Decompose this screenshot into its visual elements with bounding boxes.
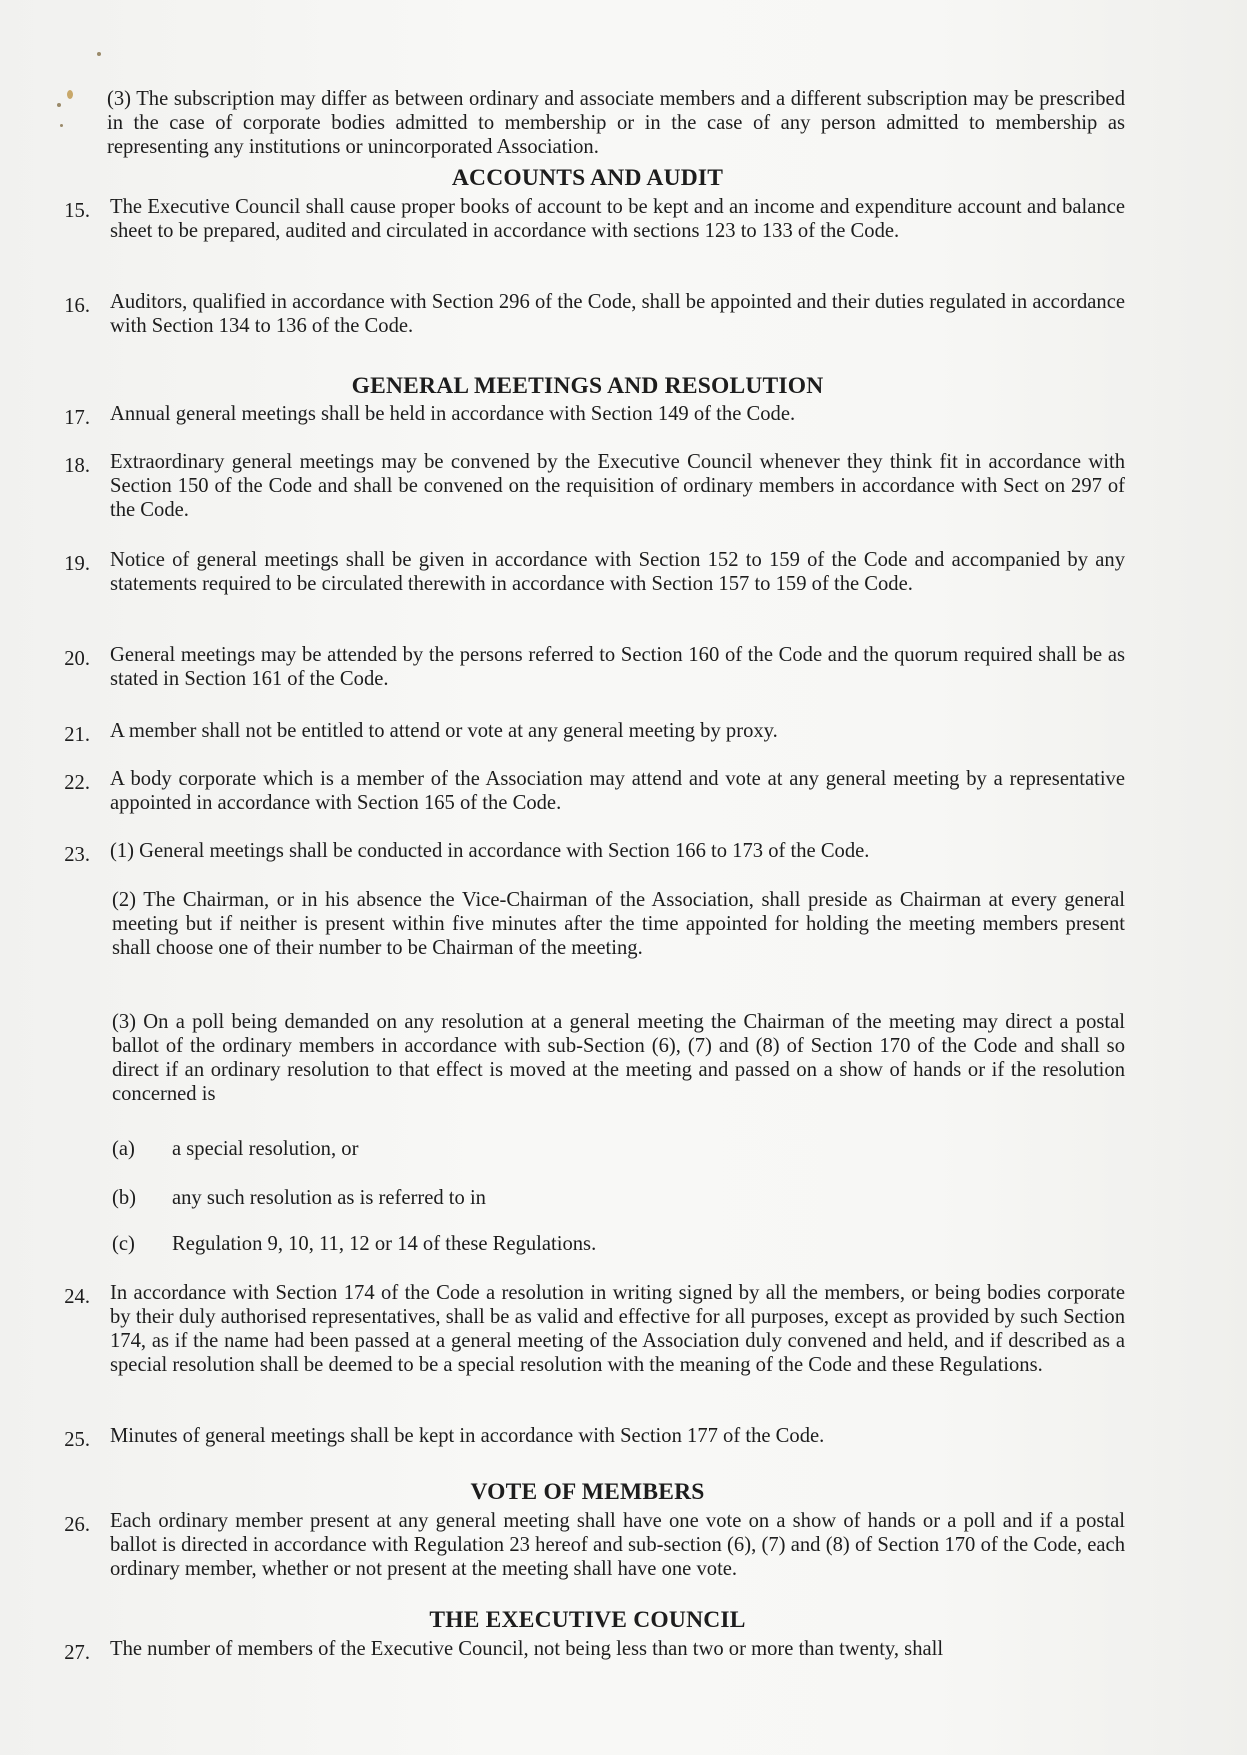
clause-number: 18. <box>64 455 90 477</box>
clause-number: 21. <box>64 724 90 746</box>
clause-13-subsection-3: (3) The subscription may differ as between ordinary and associate members and a different subscription may be prescribed in the case of corporate bodies admitted to membership or in the case of any person admitted to membership as representing any institutions or unincorporated Association. <box>107 88 1125 158</box>
clause-23-subsection-2: (2) The Chairman, or in his absence the Vice-Chairman of the Association, shall preside as Chairman at every general meeting but if neither is present within five minutes after the time appointed for holding the meeting members present shall choose one of their number to be Chairman of the meeting. <box>112 889 1125 959</box>
clause-text: The Executive Council shall cause proper books of account to be kept and an income and expenditure account and balance sheet to be prepared, audited and circulated in accordance with sections 123 to 133 of the Code. <box>110 196 1125 242</box>
heading-vote-of-members: VOTE OF MEMBERS <box>470 1479 705 1505</box>
heading-the-executive-council: THE EXECUTIVE COUNCIL <box>429 1607 746 1633</box>
clause-number: 19. <box>64 553 90 575</box>
clause-23-subsection-3: (3) On a poll being demanded on any resolution at a general meeting the Chairman of the meeting may direct a postal ballot of the ordinary members in accordance with sub-Section (6), (7) and (8) of Section 170 of the Code and shall so direct if an ordinary resolution to that effect is moved at the meeting and passed on a show of hands or if the resolution concerned is <box>112 1011 1125 1105</box>
clause-text: Auditors, qualified in accordance with Section 296 of the Code, shall be appointed and their duties regulated in accordance with Section 134 to 136 of the Code. <box>110 291 1125 337</box>
clause-text: In accordance with Section 174 of the Code a resolution in writing signed by all the members, or being bodies corporate by their duly authorised representatives, shall be as valid and effective for all purposes, except as provided by such Section 174, as if the name had been passed at a general meeting of the Association duly convened and held, and if described as a special resolution shall be deemed to be a special resolution with the meaning of the Code and these Regulations. <box>110 1282 1125 1376</box>
clause-text: Extraordinary general meetings may be convened by the Executive Council whenever they think fit in accordance with Section 150 of the Code and shall be convened on the requisition of ordinary members in accordance with Sect on 297 of the Code. <box>110 451 1125 521</box>
item-label: (a) <box>112 1138 135 1160</box>
scan-speck <box>97 52 101 56</box>
item-text: any such resolution as is referred to in <box>172 1187 486 1209</box>
clause-text: (1) General meetings shall be conducted in accordance with Section 166 to 173 of the Code. <box>110 840 870 862</box>
clause-text: Notice of general meetings shall be given in accordance with Section 152 to 159 of the Code and accompanied by any statements required to be circulated therewith in accordance with Section 157 to 159 of the Code. <box>110 549 1125 595</box>
item-text: Regulation 9, 10, 11, 12 or 14 of these Regulations. <box>172 1233 597 1255</box>
clause-23-item-a <box>112 1138 358 1161</box>
clause-number: 25. <box>64 1429 90 1451</box>
item-label: (b) <box>112 1187 137 1209</box>
clause-text: The number of members of the Executive Council, not being less than two or more than twenty, shall <box>110 1638 944 1660</box>
clause-number: 23. <box>64 844 90 866</box>
clause-number: 20. <box>64 648 90 670</box>
clause-23-item-c <box>112 1233 596 1256</box>
clause-number: 22. <box>64 772 90 794</box>
clause-text: Annual general meetings shall be held in accordance with Section 149 of the Code. <box>110 403 796 425</box>
clause-text: Each ordinary member present at any general meeting shall have one vote on a show of hands or a poll and if a postal ballot is directed in accordance with Regulation 23 hereof and sub-section (6), (7) and (8) of Section 170 of the Code, each ordinary member, whether or not present at the meeting shall have one vote. <box>110 1510 1125 1580</box>
clause-number: 26. <box>64 1514 90 1536</box>
clause-number: 16. <box>64 295 90 317</box>
clause-text: A member shall not be entitled to attend or vote at any general meeting by proxy. <box>110 720 778 742</box>
item-text: a special resolution, or <box>172 1138 359 1160</box>
clause-text: Minutes of general meetings shall be kept in accordance with Section 177 of the Code. <box>110 1425 825 1447</box>
scan-speck <box>60 124 63 127</box>
clause-number: 27. <box>64 1642 90 1664</box>
clause-number: 17. <box>64 407 90 429</box>
scan-speck <box>67 90 73 99</box>
heading-accounts-and-audit: ACCOUNTS AND AUDIT <box>451 165 724 191</box>
clause-text: A body corporate which is a member of the Association may attend and vote at any general meeting by a representative appointed in accordance with Section 165 of the Code. <box>110 768 1125 814</box>
heading-general-meetings-and-resolution: GENERAL MEETINGS AND RESOLUTION <box>351 373 824 399</box>
clause-number: 24. <box>64 1286 90 1308</box>
item-label: (c) <box>112 1233 135 1255</box>
clause-text: General meetings may be attended by the persons referred to Section 160 of the Code and the quorum required shall be as stated in Section 161 of the Code. <box>110 644 1125 690</box>
scan-speck <box>57 103 61 107</box>
clause-number: 15. <box>64 200 90 222</box>
clause-23-item-b <box>112 1187 486 1210</box>
